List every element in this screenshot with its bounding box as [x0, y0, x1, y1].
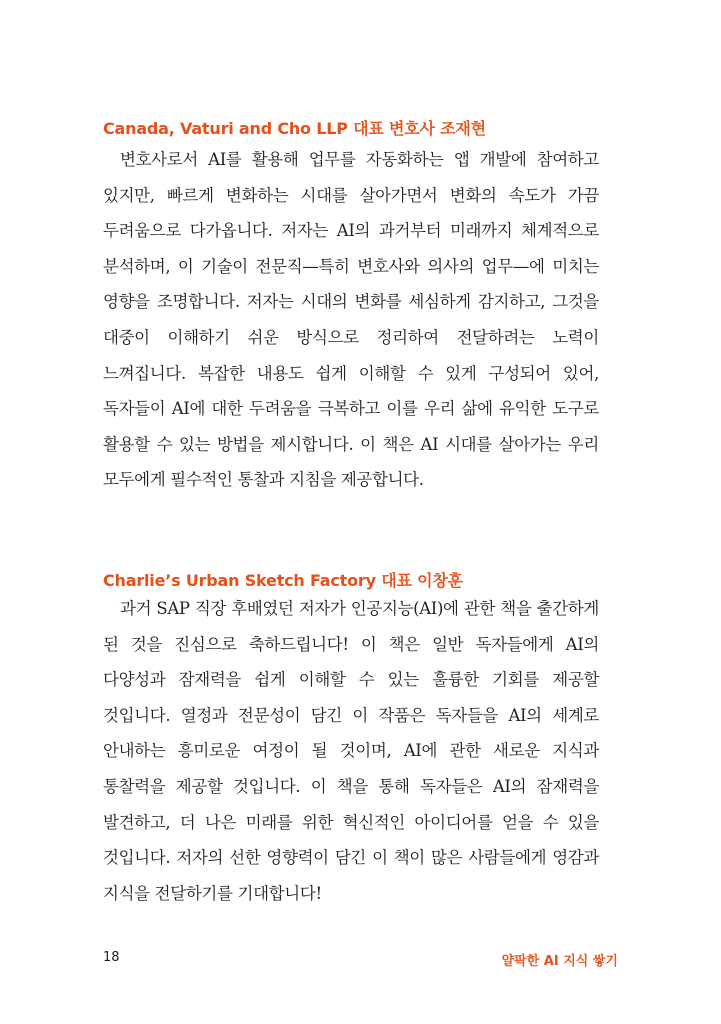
- running-title: 얄팍한 AI 지식 쌓기: [501, 954, 618, 969]
- endorsement-heading-1: Canada, Vaturi and Cho LLP 대표 변호사 조재현: [103, 119, 486, 139]
- endorsement-text-1: 변호사로서 AI를 활용해 업무를 자동화하는 앱 개발에 참여하고 있지만, 빠르게 변화하는 시대를 살아가면서 변화의 속도가 가끔 두려움으로 다가옵니다. 저자는 AI의 과거부터 미래까지 체계적으로 분석하며, 이 기술이 전문직—특히 변호사와 의사의 업무—에 미치는 영향을 조명합니다. 저자는 시대의 변화를 세심하게 감지하고, 그것을 대중이 이해하기 쉬운 방식으로 정리하여 전달하려는 노력이 느껴집니다. 복잡한 내용도 쉽게 이해할 수 있게 구성되어 있어, 독자들이 AI에 대한 두려움을 극복하고 이를 우리 삶에 유익한 도구로 활용할 수 있는 방법을 제시합니다. 이 책은 AI 시대를 살아가는 우리 모두에게 필수적인 통찰과 지침을 제공합니다.: [103, 150, 599, 490]
- endorsement-text-2: 과거 SAP 직장 후배였던 저자가 인공지능(AI)에 관한 책을 출간하게 된 것을 진심으로 축하드립니다! 이 책은 일반 독자들에게 AI의 다양성과 잠재력을 쉽게 이해할 수 있는 훌륭한 기회를 제공할 것입니다. 열정과 전문성이 담긴 이 작품은 독자들을 AI의 세계로 안내하는 흥미로운 여정이 될 것이며, AI에 관한 새로운 지식과 통찰력을 제공할 것입니다. 이 책을 통해 독자들은 AI의 잠재력을 발견하고, 더 나은 미래를 위한 혁신적인 아이디어를 얻을 수 있을 것입니다. 저자의 선한 영향력이 담긴 이 책이 많은 사람들에게 영감과 지식을 전달하기를 기대합니다!: [103, 599, 599, 903]
- endorsement-heading-2: Charlie’s Urban Sketch Factory 대표 이창훈: [103, 571, 463, 591]
- page-number: 18: [103, 950, 120, 965]
